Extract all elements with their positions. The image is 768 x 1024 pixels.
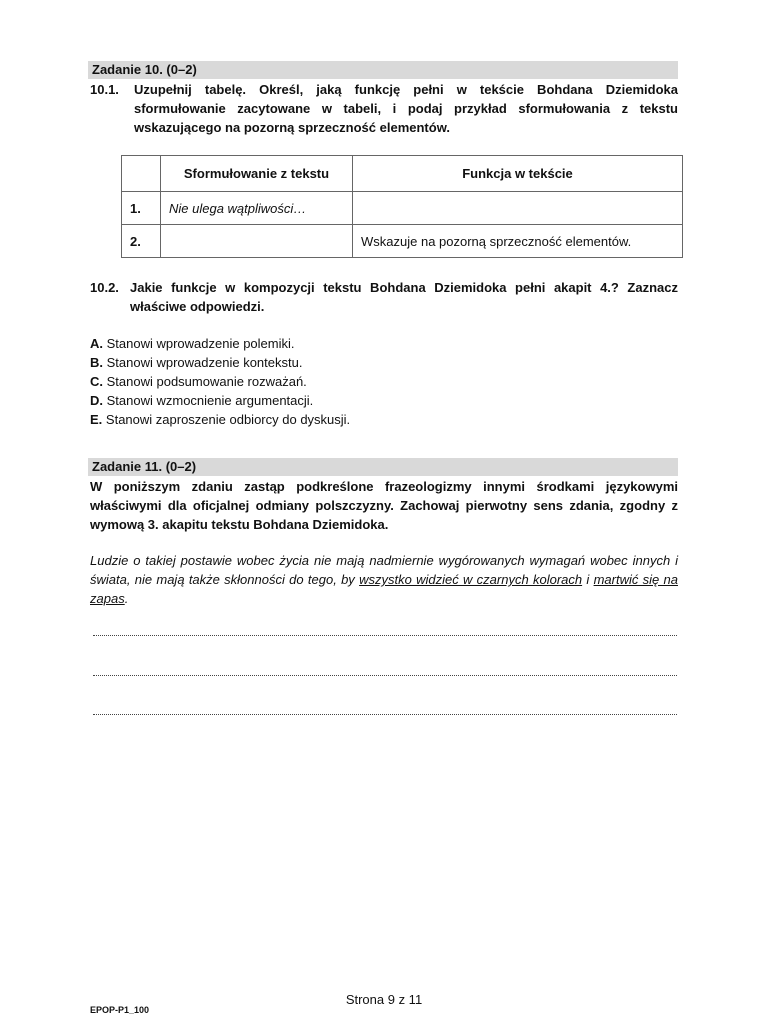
option-letter: C.	[90, 374, 103, 389]
quote-underlined-phrase: wszystko widzieć w czarnych kolorach	[359, 572, 583, 587]
table-header-phrase: Sformułowanie z tekstu	[161, 156, 353, 192]
option-letter: B.	[90, 355, 103, 370]
table-header-function: Funkcja w tekście	[353, 156, 683, 192]
table-row-phrase: Nie ulega wątpliwości…	[161, 192, 353, 225]
task-11-header: Zadanie 11. (0–2)	[88, 458, 678, 476]
option-letter: D.	[90, 393, 103, 408]
table-row-function-answer[interactable]	[353, 192, 683, 225]
option-text: Stanowi podsumowanie rozważań.	[106, 374, 307, 389]
answer-line[interactable]	[93, 674, 677, 676]
table-header-row	[122, 156, 683, 192]
quote-text: i	[582, 572, 594, 587]
answer-line[interactable]	[93, 634, 677, 636]
document-code: EPOP-P1_100	[90, 1005, 150, 1015]
answer-table	[121, 155, 683, 258]
option-c[interactable]	[90, 372, 350, 391]
question-10-1-number: 10.1.	[90, 82, 119, 97]
task-11-quote	[90, 551, 678, 608]
question-10-2-text: Jakie funkcje w kompozycji tekstu Bohdana Dziemidoka pełni akapit 4.? Zaznacz właściwe odpowiedzi.	[130, 280, 678, 314]
option-d[interactable]	[90, 391, 350, 410]
table-row-phrase-answer[interactable]	[161, 225, 353, 258]
option-b[interactable]	[90, 353, 350, 372]
option-text: Stanowi wprowadzenie kontekstu.	[106, 355, 303, 370]
option-text: Stanowi zaproszenie odbiorcy do dyskusji.	[105, 412, 351, 427]
table-header-num	[122, 156, 161, 192]
table-row	[122, 225, 683, 258]
option-letter: E.	[90, 412, 103, 427]
answer-line[interactable]	[93, 713, 677, 715]
question-10-2-number: 10.2.	[90, 280, 119, 295]
option-letter: A.	[90, 336, 103, 351]
options-list	[90, 334, 350, 429]
question-10-1-text: Uzupełnij tabelę. Określ, jaką funkcję pełni w tekście Bohdana Dziemidoka sformułowanie zacytowane w tabeli, i podaj przykład sformułowania z tekstu wskazującego na pozorną sprzeczność elementów.	[134, 82, 678, 135]
option-text: Stanowi wprowadzenie polemiki.	[106, 336, 295, 351]
table-row-num: 2.	[122, 225, 161, 258]
option-text: Stanowi wzmocnienie argumentacji.	[106, 393, 314, 408]
quote-text: Ludzie o takiej postawie wobec życia nie mają nadmiernie wygórowanych wymagań wobec innych i świata, nie mają także skłonności do tego, by	[90, 553, 678, 587]
option-e[interactable]	[90, 410, 350, 429]
quote-text: .	[124, 591, 129, 606]
task-11-instruction: W poniższym zdaniu zastąp podkreślone frazeologizmy innymi środkami językowymi właściwymi dla oficjalnej odmiany polszczyzny. Zachowaj pierwotny sens zdania, zgodny z wymową 3. akapitu tekstu Bohdana Dziemidoka.	[90, 479, 678, 532]
table-row	[122, 192, 683, 225]
quote-underlined-phrase: martwić się na zapas	[90, 572, 678, 606]
task-10-header: Zadanie 10. (0–2)	[88, 61, 678, 79]
page-number: Strona 9 z 11	[345, 992, 423, 1007]
table-row-num: 1.	[122, 192, 161, 225]
option-a[interactable]	[90, 334, 350, 353]
table-row-function: Wskazuje na pozorną sprzeczność elementów.	[353, 225, 683, 258]
